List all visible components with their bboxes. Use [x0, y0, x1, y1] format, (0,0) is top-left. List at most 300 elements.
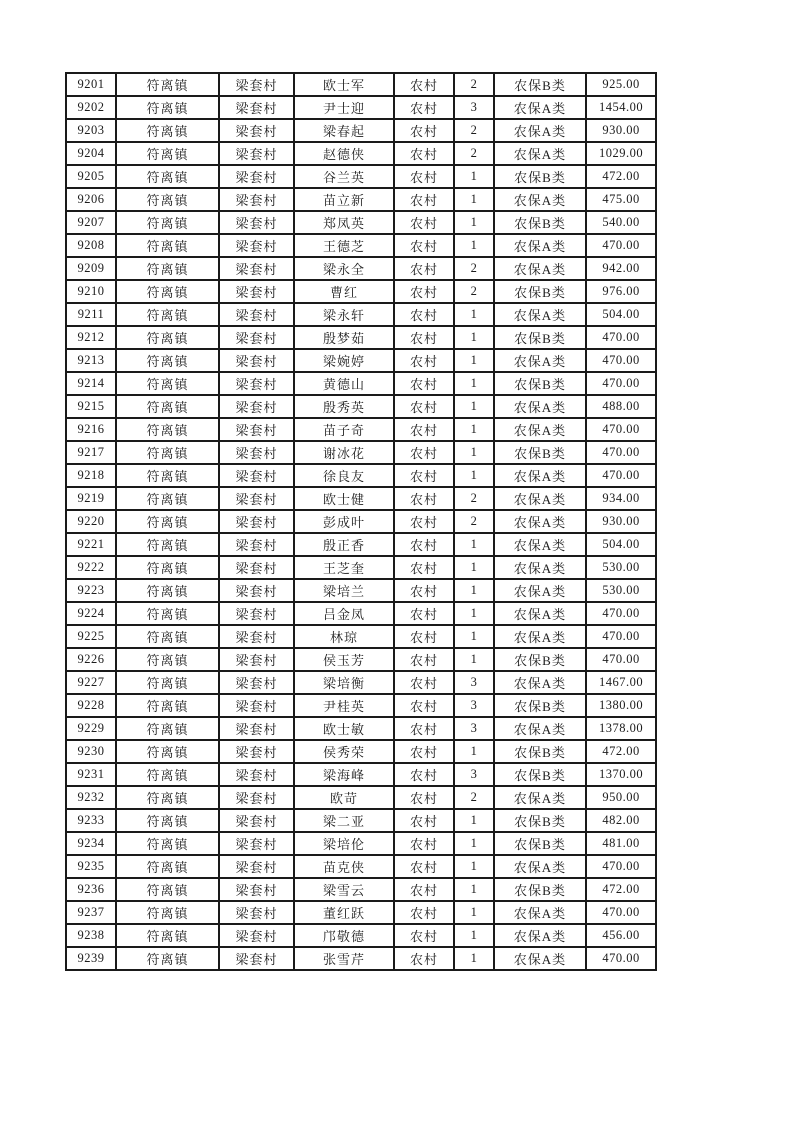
cell-amount: 1370.00: [586, 763, 656, 786]
cell-category: 农村: [394, 533, 454, 556]
cell-village: 梁套村: [219, 487, 294, 510]
cell-town: 符离镇: [116, 878, 219, 901]
cell-amount: 976.00: [586, 280, 656, 303]
table-row: [66, 73, 656, 96]
cell-category: 农村: [394, 349, 454, 372]
table-row: [66, 602, 656, 625]
cell-insurance-type: 农保A类: [494, 579, 586, 602]
cell-amount: 472.00: [586, 878, 656, 901]
cell-insurance-type: 农保B类: [494, 73, 586, 96]
table-row: [66, 855, 656, 878]
cell-count: 3: [454, 96, 494, 119]
cell-id: 9225: [66, 625, 116, 648]
cell-town: 符离镇: [116, 671, 219, 694]
cell-town: 符离镇: [116, 96, 219, 119]
cell-town: 符离镇: [116, 579, 219, 602]
cell-amount: 470.00: [586, 349, 656, 372]
cell-id: 9229: [66, 717, 116, 740]
cell-count: 1: [454, 165, 494, 188]
cell-town: 符离镇: [116, 809, 219, 832]
cell-insurance-type: 农保B类: [494, 809, 586, 832]
cell-village: 梁套村: [219, 533, 294, 556]
cell-amount: 470.00: [586, 947, 656, 970]
cell-town: 符离镇: [116, 211, 219, 234]
cell-category: 农村: [394, 487, 454, 510]
cell-count: 1: [454, 441, 494, 464]
cell-insurance-type: 农保A类: [494, 556, 586, 579]
cell-amount: 470.00: [586, 441, 656, 464]
cell-village: 梁套村: [219, 579, 294, 602]
cell-town: 符离镇: [116, 510, 219, 533]
cell-town: 符离镇: [116, 901, 219, 924]
cell-amount: 950.00: [586, 786, 656, 809]
cell-name: 邝敬德: [294, 924, 394, 947]
table-row: [66, 763, 656, 786]
table-row: [66, 487, 656, 510]
cell-insurance-type: 农保A类: [494, 717, 586, 740]
cell-amount: 930.00: [586, 119, 656, 142]
cell-name: 王芝奎: [294, 556, 394, 579]
cell-category: 农村: [394, 786, 454, 809]
cell-category: 农村: [394, 579, 454, 602]
table-row: [66, 119, 656, 142]
cell-id: 9216: [66, 418, 116, 441]
cell-name: 侯秀荣: [294, 740, 394, 763]
cell-id: 9234: [66, 832, 116, 855]
cell-village: 梁套村: [219, 257, 294, 280]
cell-amount: 1378.00: [586, 717, 656, 740]
table-row: [66, 234, 656, 257]
cell-town: 符离镇: [116, 648, 219, 671]
cell-insurance-type: 农保B类: [494, 280, 586, 303]
cell-insurance-type: 农保A类: [494, 533, 586, 556]
table-row: [66, 694, 656, 717]
cell-town: 符离镇: [116, 73, 219, 96]
cell-id: 9222: [66, 556, 116, 579]
cell-category: 农村: [394, 740, 454, 763]
cell-amount: 472.00: [586, 165, 656, 188]
cell-name: 黄德山: [294, 372, 394, 395]
cell-village: 梁套村: [219, 326, 294, 349]
cell-insurance-type: 农保A类: [494, 671, 586, 694]
table-row: [66, 510, 656, 533]
cell-insurance-type: 农保A类: [494, 142, 586, 165]
cell-count: 1: [454, 947, 494, 970]
cell-category: 农村: [394, 372, 454, 395]
cell-town: 符离镇: [116, 625, 219, 648]
cell-id: 9203: [66, 119, 116, 142]
cell-village: 梁套村: [219, 142, 294, 165]
cell-insurance-type: 农保A类: [494, 625, 586, 648]
cell-name: 梁雪云: [294, 878, 394, 901]
cell-amount: 504.00: [586, 303, 656, 326]
cell-id: 9205: [66, 165, 116, 188]
cell-id: 9212: [66, 326, 116, 349]
cell-name: 殷梦茹: [294, 326, 394, 349]
cell-name: 梁婉婷: [294, 349, 394, 372]
cell-name: 林琼: [294, 625, 394, 648]
cell-amount: 934.00: [586, 487, 656, 510]
cell-id: 9219: [66, 487, 116, 510]
cell-id: 9210: [66, 280, 116, 303]
cell-id: 9221: [66, 533, 116, 556]
cell-count: 1: [454, 395, 494, 418]
cell-town: 符离镇: [116, 257, 219, 280]
cell-id: 9202: [66, 96, 116, 119]
cell-village: 梁套村: [219, 947, 294, 970]
cell-name: 梁海峰: [294, 763, 394, 786]
cell-village: 梁套村: [219, 924, 294, 947]
cell-town: 符离镇: [116, 349, 219, 372]
table-row: [66, 303, 656, 326]
cell-village: 梁套村: [219, 234, 294, 257]
cell-id: 9228: [66, 694, 116, 717]
cell-id: 9224: [66, 602, 116, 625]
cell-name: 曹红: [294, 280, 394, 303]
cell-insurance-type: 农保A类: [494, 303, 586, 326]
table-row: [66, 142, 656, 165]
cell-count: 1: [454, 464, 494, 487]
cell-insurance-type: 农保A类: [494, 349, 586, 372]
cell-amount: 456.00: [586, 924, 656, 947]
cell-town: 符离镇: [116, 234, 219, 257]
cell-village: 梁套村: [219, 441, 294, 464]
table-row: [66, 418, 656, 441]
cell-count: 1: [454, 579, 494, 602]
cell-id: 9206: [66, 188, 116, 211]
table-row: [66, 671, 656, 694]
cell-amount: 1029.00: [586, 142, 656, 165]
cell-id: 9238: [66, 924, 116, 947]
cell-name: 郑凤英: [294, 211, 394, 234]
cell-name: 尹桂英: [294, 694, 394, 717]
cell-id: 9232: [66, 786, 116, 809]
cell-count: 3: [454, 717, 494, 740]
cell-name: 彭成叶: [294, 510, 394, 533]
cell-count: 1: [454, 878, 494, 901]
cell-count: 1: [454, 832, 494, 855]
cell-amount: 470.00: [586, 901, 656, 924]
cell-amount: 470.00: [586, 625, 656, 648]
cell-id: 9236: [66, 878, 116, 901]
cell-id: 9209: [66, 257, 116, 280]
cell-village: 梁套村: [219, 694, 294, 717]
cell-category: 农村: [394, 510, 454, 533]
cell-category: 农村: [394, 73, 454, 96]
cell-name: 苗克侠: [294, 855, 394, 878]
cell-insurance-type: 农保B类: [494, 740, 586, 763]
cell-name: 苗子奇: [294, 418, 394, 441]
cell-amount: 1380.00: [586, 694, 656, 717]
cell-village: 梁套村: [219, 648, 294, 671]
cell-amount: 530.00: [586, 579, 656, 602]
cell-id: 9223: [66, 579, 116, 602]
cell-count: 1: [454, 418, 494, 441]
cell-town: 符离镇: [116, 303, 219, 326]
cell-amount: 470.00: [586, 418, 656, 441]
cell-town: 符离镇: [116, 142, 219, 165]
cell-name: 梁培兰: [294, 579, 394, 602]
cell-insurance-type: 农保B类: [494, 372, 586, 395]
cell-category: 农村: [394, 280, 454, 303]
cell-count: 1: [454, 211, 494, 234]
cell-village: 梁套村: [219, 165, 294, 188]
cell-town: 符离镇: [116, 855, 219, 878]
cell-id: 9230: [66, 740, 116, 763]
table-row: [66, 648, 656, 671]
cell-category: 农村: [394, 464, 454, 487]
cell-category: 农村: [394, 671, 454, 694]
cell-count: 1: [454, 349, 494, 372]
cell-town: 符离镇: [116, 280, 219, 303]
cell-category: 农村: [394, 901, 454, 924]
cell-town: 符离镇: [116, 763, 219, 786]
cell-id: 9237: [66, 901, 116, 924]
cell-amount: 470.00: [586, 326, 656, 349]
cell-id: 9218: [66, 464, 116, 487]
cell-insurance-type: 农保A类: [494, 855, 586, 878]
cell-id: 9227: [66, 671, 116, 694]
table-row: [66, 947, 656, 970]
cell-village: 梁套村: [219, 119, 294, 142]
cell-id: 9226: [66, 648, 116, 671]
cell-amount: 1467.00: [586, 671, 656, 694]
cell-category: 农村: [394, 602, 454, 625]
cell-category: 农村: [394, 878, 454, 901]
cell-category: 农村: [394, 924, 454, 947]
cell-amount: 470.00: [586, 648, 656, 671]
cell-amount: 482.00: [586, 809, 656, 832]
cell-count: 3: [454, 671, 494, 694]
cell-town: 符离镇: [116, 717, 219, 740]
cell-id: 9201: [66, 73, 116, 96]
cell-name: 董红跃: [294, 901, 394, 924]
cell-insurance-type: 农保A类: [494, 188, 586, 211]
cell-category: 农村: [394, 763, 454, 786]
cell-count: 2: [454, 510, 494, 533]
cell-count: 1: [454, 648, 494, 671]
cell-town: 符离镇: [116, 464, 219, 487]
cell-id: 9207: [66, 211, 116, 234]
cell-village: 梁套村: [219, 832, 294, 855]
cell-village: 梁套村: [219, 556, 294, 579]
cell-count: 1: [454, 602, 494, 625]
cell-name: 梁春起: [294, 119, 394, 142]
cell-name: 梁永全: [294, 257, 394, 280]
cell-name: 侯玉芳: [294, 648, 394, 671]
table-row: [66, 878, 656, 901]
cell-category: 农村: [394, 119, 454, 142]
table-row: [66, 556, 656, 579]
cell-category: 农村: [394, 832, 454, 855]
cell-count: 1: [454, 740, 494, 763]
table-row: [66, 625, 656, 648]
cell-town: 符离镇: [116, 924, 219, 947]
cell-category: 农村: [394, 648, 454, 671]
cell-count: 2: [454, 487, 494, 510]
cell-village: 梁套村: [219, 510, 294, 533]
cell-name: 苗立新: [294, 188, 394, 211]
cell-insurance-type: 农保B类: [494, 648, 586, 671]
cell-category: 农村: [394, 418, 454, 441]
table-row: [66, 464, 656, 487]
cell-count: 1: [454, 234, 494, 257]
cell-name: 张雪芹: [294, 947, 394, 970]
cell-category: 农村: [394, 717, 454, 740]
table-row: [66, 832, 656, 855]
cell-insurance-type: 农保A类: [494, 786, 586, 809]
cell-name: 梁培衡: [294, 671, 394, 694]
cell-insurance-type: 农保A类: [494, 464, 586, 487]
table-row: [66, 786, 656, 809]
cell-amount: 470.00: [586, 602, 656, 625]
cell-village: 梁套村: [219, 349, 294, 372]
cell-id: 9239: [66, 947, 116, 970]
cell-category: 农村: [394, 234, 454, 257]
cell-town: 符离镇: [116, 947, 219, 970]
table-row: [66, 326, 656, 349]
cell-insurance-type: 农保A类: [494, 602, 586, 625]
cell-town: 符离镇: [116, 694, 219, 717]
cell-count: 2: [454, 786, 494, 809]
cell-count: 3: [454, 694, 494, 717]
cell-insurance-type: 农保B类: [494, 211, 586, 234]
cell-village: 梁套村: [219, 73, 294, 96]
cell-amount: 942.00: [586, 257, 656, 280]
table-row: [66, 165, 656, 188]
cell-amount: 475.00: [586, 188, 656, 211]
cell-village: 梁套村: [219, 671, 294, 694]
cell-insurance-type: 农保A类: [494, 96, 586, 119]
cell-town: 符离镇: [116, 119, 219, 142]
cell-name: 尹士迎: [294, 96, 394, 119]
cell-town: 符离镇: [116, 487, 219, 510]
cell-insurance-type: 农保B类: [494, 694, 586, 717]
cell-count: 1: [454, 303, 494, 326]
cell-id: 9217: [66, 441, 116, 464]
cell-category: 农村: [394, 947, 454, 970]
cell-category: 农村: [394, 257, 454, 280]
cell-town: 符离镇: [116, 395, 219, 418]
table-row: [66, 211, 656, 234]
cell-name: 谢冰花: [294, 441, 394, 464]
cell-count: 1: [454, 901, 494, 924]
cell-category: 农村: [394, 855, 454, 878]
cell-id: 9235: [66, 855, 116, 878]
cell-town: 符离镇: [116, 602, 219, 625]
table-row: [66, 257, 656, 280]
table-row: [66, 395, 656, 418]
cell-insurance-type: 农保A类: [494, 395, 586, 418]
cell-count: 1: [454, 556, 494, 579]
cell-name: 梁永轩: [294, 303, 394, 326]
cell-category: 农村: [394, 303, 454, 326]
cell-name: 欧士军: [294, 73, 394, 96]
cell-insurance-type: 农保A类: [494, 418, 586, 441]
cell-village: 梁套村: [219, 211, 294, 234]
cell-amount: 1454.00: [586, 96, 656, 119]
cell-category: 农村: [394, 395, 454, 418]
cell-insurance-type: 农保A类: [494, 901, 586, 924]
cell-village: 梁套村: [219, 740, 294, 763]
cell-name: 谷兰英: [294, 165, 394, 188]
cell-category: 农村: [394, 188, 454, 211]
cell-town: 符离镇: [116, 372, 219, 395]
cell-village: 梁套村: [219, 855, 294, 878]
cell-village: 梁套村: [219, 878, 294, 901]
table-row: [66, 533, 656, 556]
cell-id: 9211: [66, 303, 116, 326]
cell-count: 2: [454, 119, 494, 142]
record-table-body: [66, 73, 656, 970]
cell-town: 符离镇: [116, 786, 219, 809]
cell-town: 符离镇: [116, 326, 219, 349]
cell-village: 梁套村: [219, 625, 294, 648]
cell-village: 梁套村: [219, 280, 294, 303]
cell-category: 农村: [394, 142, 454, 165]
cell-id: 9215: [66, 395, 116, 418]
cell-category: 农村: [394, 694, 454, 717]
cell-name: 欧士敏: [294, 717, 394, 740]
record-table: [65, 72, 657, 971]
cell-amount: 488.00: [586, 395, 656, 418]
cell-category: 农村: [394, 441, 454, 464]
cell-name: 殷秀英: [294, 395, 394, 418]
cell-insurance-type: 农保A类: [494, 947, 586, 970]
cell-amount: 481.00: [586, 832, 656, 855]
cell-town: 符离镇: [116, 740, 219, 763]
table-row: [66, 188, 656, 211]
cell-town: 符离镇: [116, 441, 219, 464]
cell-village: 梁套村: [219, 763, 294, 786]
cell-village: 梁套村: [219, 303, 294, 326]
cell-category: 农村: [394, 96, 454, 119]
cell-town: 符离镇: [116, 533, 219, 556]
table-row: [66, 96, 656, 119]
cell-category: 农村: [394, 165, 454, 188]
cell-village: 梁套村: [219, 395, 294, 418]
cell-insurance-type: 农保A类: [494, 234, 586, 257]
table-row: [66, 280, 656, 303]
cell-village: 梁套村: [219, 809, 294, 832]
cell-count: 1: [454, 924, 494, 947]
cell-town: 符离镇: [116, 418, 219, 441]
cell-village: 梁套村: [219, 717, 294, 740]
cell-id: 9214: [66, 372, 116, 395]
cell-id: 9220: [66, 510, 116, 533]
cell-amount: 470.00: [586, 464, 656, 487]
cell-insurance-type: 农保B类: [494, 441, 586, 464]
cell-count: 2: [454, 257, 494, 280]
cell-amount: 530.00: [586, 556, 656, 579]
cell-id: 9208: [66, 234, 116, 257]
cell-town: 符离镇: [116, 188, 219, 211]
cell-count: 1: [454, 625, 494, 648]
cell-town: 符离镇: [116, 832, 219, 855]
cell-amount: 472.00: [586, 740, 656, 763]
table-row: [66, 441, 656, 464]
cell-name: 殷正香: [294, 533, 394, 556]
cell-count: 1: [454, 326, 494, 349]
cell-village: 梁套村: [219, 464, 294, 487]
cell-count: 3: [454, 763, 494, 786]
cell-category: 农村: [394, 809, 454, 832]
cell-amount: 470.00: [586, 234, 656, 257]
cell-village: 梁套村: [219, 602, 294, 625]
cell-insurance-type: 农保A类: [494, 924, 586, 947]
cell-count: 1: [454, 533, 494, 556]
table-row: [66, 809, 656, 832]
